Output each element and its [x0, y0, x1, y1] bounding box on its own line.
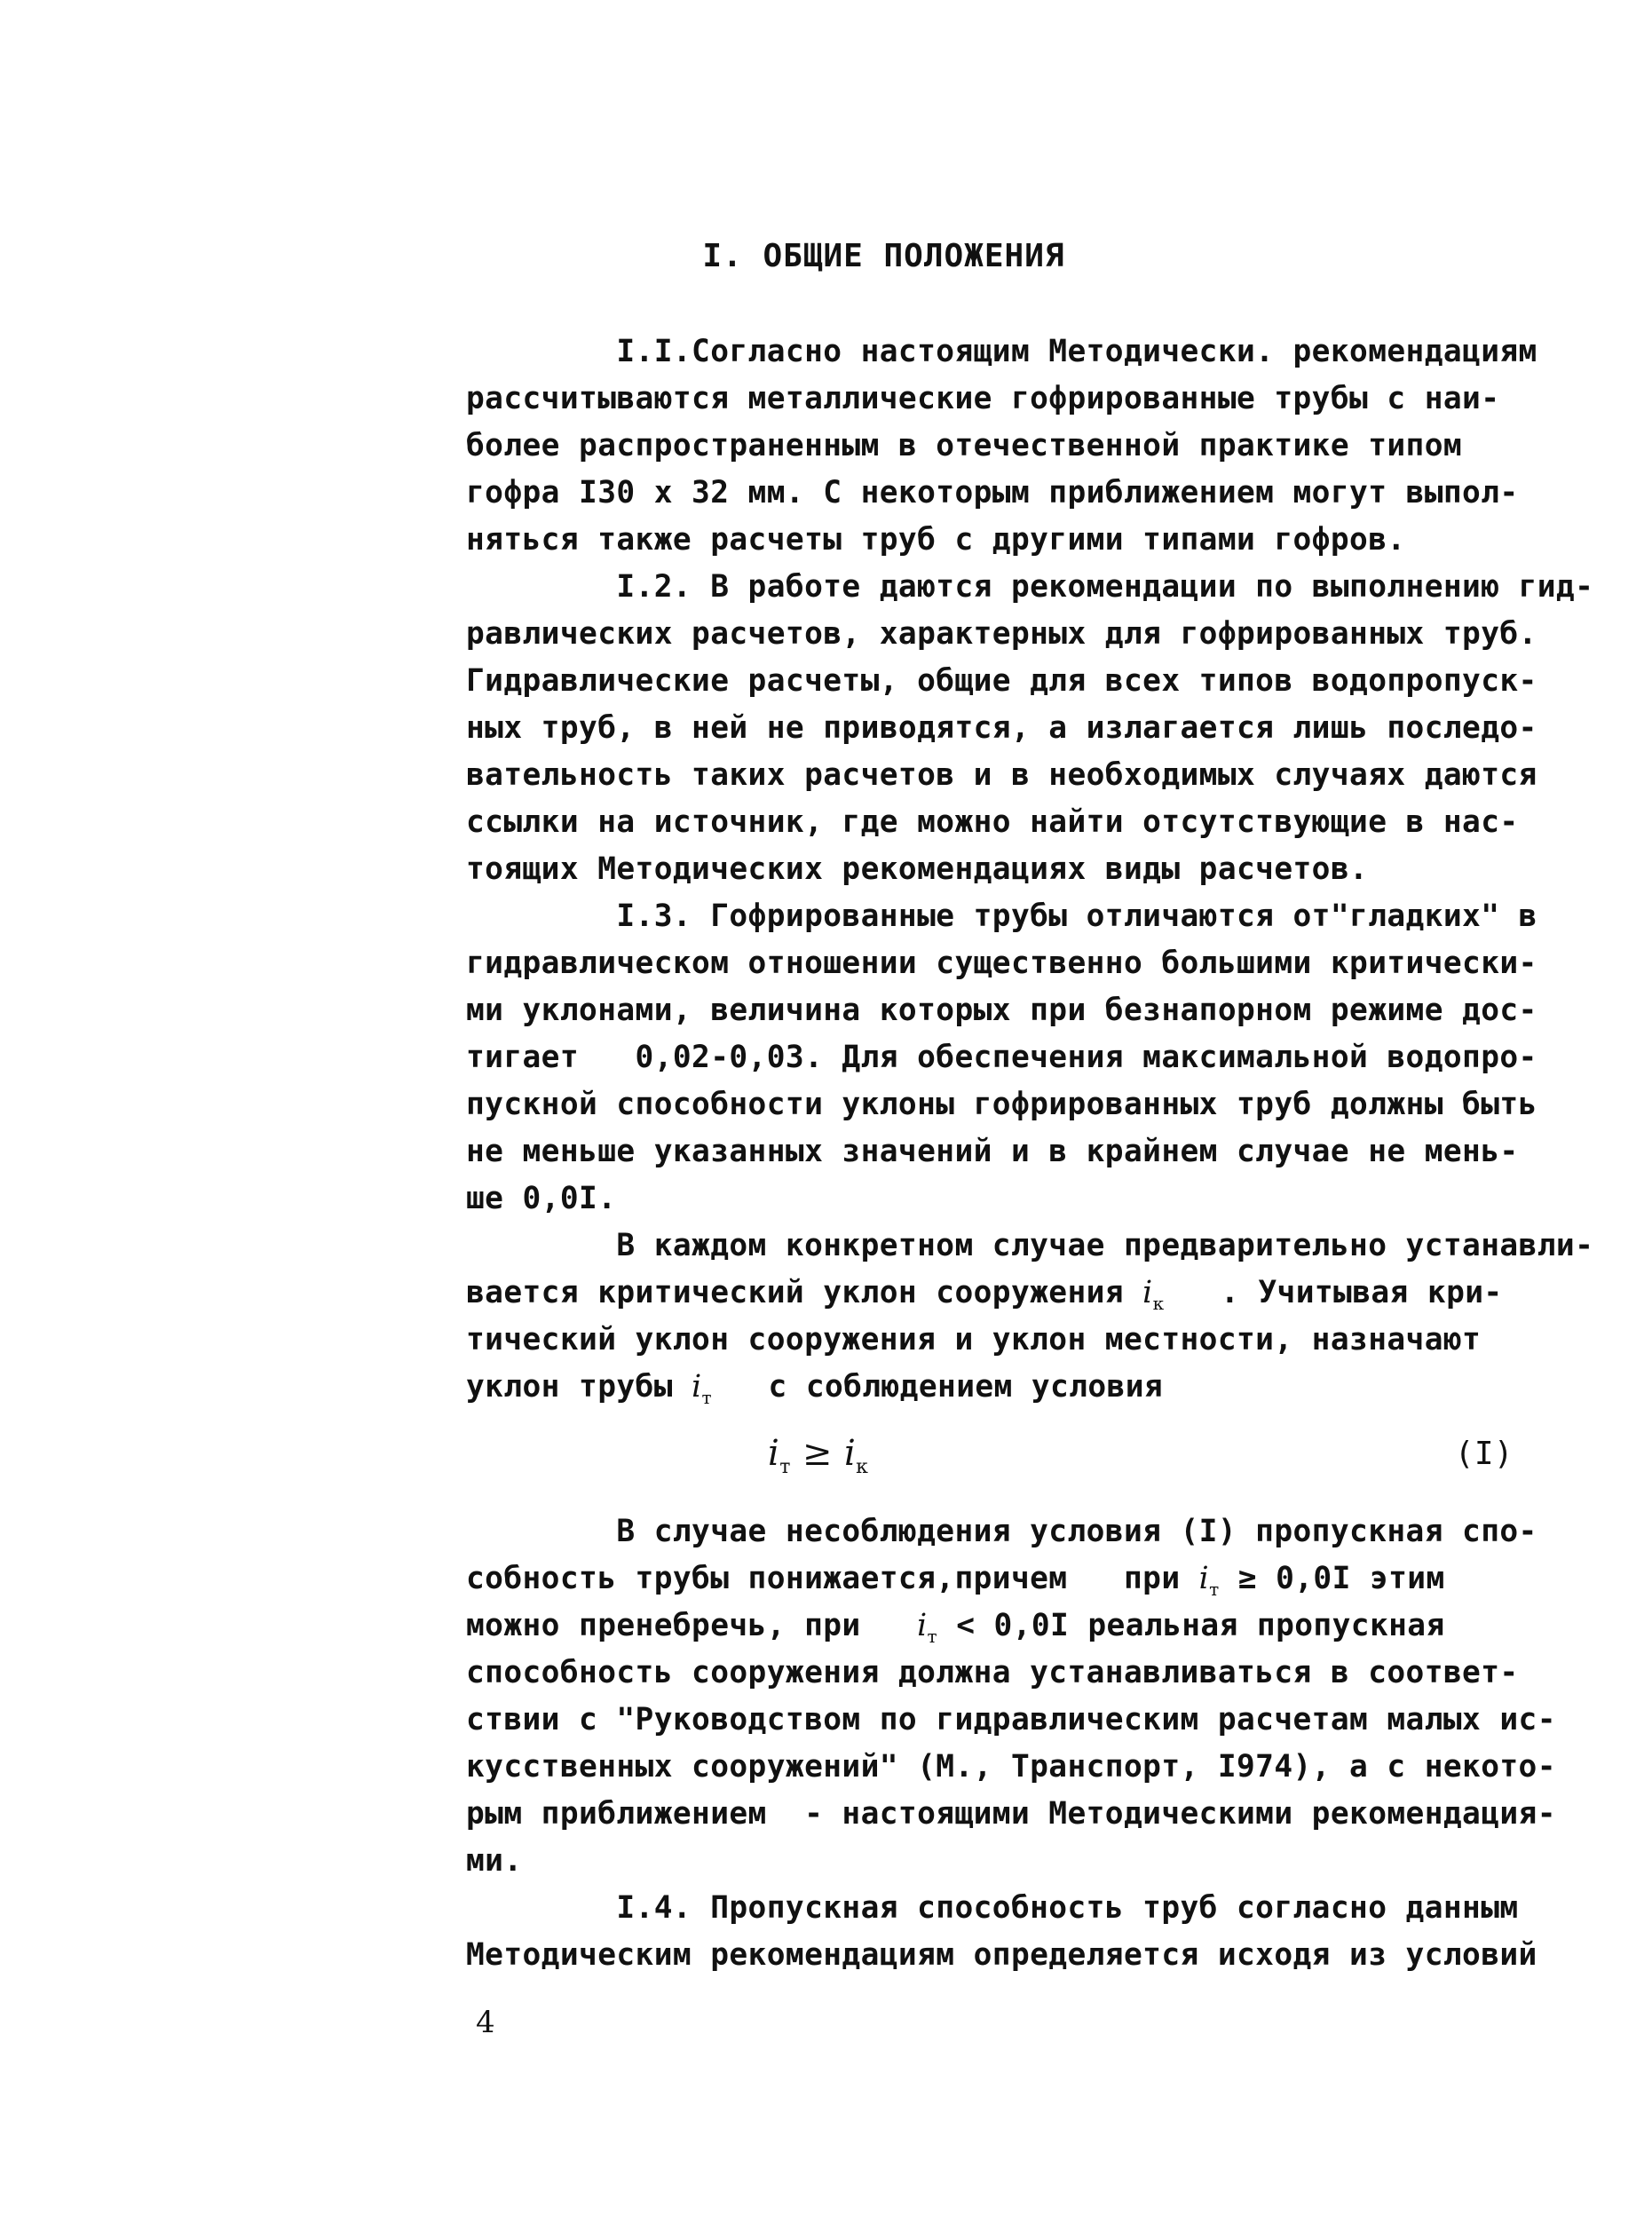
- text-line: гофра I30 х 32 мм. С некоторым приближением могут выпол-: [466, 475, 1519, 510]
- critical-slope-symbol: $i_к$: [1142, 1275, 1165, 1314]
- text-line: Гидравлические расчеты, общие для всех типов водопропуск-: [466, 663, 1537, 699]
- text-line: уклон трубы $i_т$ с соблюдением условия: [466, 1369, 1164, 1408]
- text-line: ми уклонами, величина которых при безнапорном режиме дос-: [466, 993, 1537, 1028]
- text-line: I.I.Согласно настоящим Методически. рекомендациям: [466, 334, 1537, 369]
- formula-number: (I): [1454, 1436, 1514, 1472]
- text-line: тигает 0,02-0,03. Для обеспечения максимальной водопро-: [466, 1040, 1537, 1075]
- text-line: кусственных сооружений" (М., Транспорт, I974), а с некото-: [466, 1749, 1556, 1785]
- text-line: рым приближением - настоящими Методическими рекомендация-: [466, 1796, 1556, 1832]
- text-line: пускной способности уклоны гофрированных труб должны быть: [466, 1087, 1537, 1122]
- text-line: няться также расчеты труб с другими типами гофров.: [466, 522, 1406, 558]
- text-line: вательность таких расчетов и в необходимых случаях даются: [466, 757, 1537, 793]
- text-line: В каждом конкретном случае предварительно устанавли-: [466, 1228, 1594, 1263]
- text-line: рассчитываются металлические гофрированные трубы с наи-: [466, 381, 1500, 416]
- section-heading: I. ОБЩИЕ ПОЛОЖЕНИЯ: [702, 238, 1065, 274]
- text-line: тоящих Методических рекомендациях виды расчетов.: [466, 851, 1369, 887]
- formula-block: [466, 1411, 1567, 1508]
- text-line: можно пренебречь, при $i_т < 0,0I$ реальная пропускная: [466, 1608, 1445, 1647]
- page-number: 4: [476, 2005, 495, 2040]
- text-line: ссылки на источник, где можно найти отсутствующие в нас-: [466, 804, 1519, 840]
- text-line: не меньше указанных значений и в крайнем случае не мень-: [466, 1134, 1519, 1169]
- pipe-slope-symbol: $i_т$: [1198, 1561, 1220, 1600]
- text-line: I.4. Пропускная способность труб согласно данным: [466, 1890, 1519, 1926]
- text-line: собность трубы понижается,причем при $i_т \ge 0,0I$ этим: [466, 1561, 1445, 1600]
- text-line: способность сооружения должна устанавливаться в соответ-: [466, 1655, 1519, 1690]
- text-line: более распространенным в отечественной практике типом: [466, 428, 1463, 463]
- body-text: [466, 328, 1594, 1979]
- pipe-slope-symbol: $i_т$: [692, 1369, 712, 1408]
- formula: $i_т \ge i_к$: [768, 1433, 869, 1478]
- text-line: ше 0,0I.: [466, 1181, 617, 1216]
- text-line: вается критический уклон сооружения $i_к$ . Учитывая кри-: [466, 1275, 1503, 1314]
- text-line: В случае несоблюдения условия (I) пропускная спо-: [466, 1514, 1537, 1549]
- text-line: I.2. В работе даются рекомендации по выполнению гид-: [466, 569, 1594, 605]
- text-line: гидравлическом отношении существенно большими критически-: [466, 946, 1537, 981]
- text-line: равлических расчетов, характерных для гофрированных труб.: [466, 616, 1537, 652]
- text-line: I.3. Гофрированные трубы отличаются от"гладких" в: [466, 898, 1537, 934]
- text-line: ных труб, в ней не приводятся, а излагается лишь последо-: [466, 710, 1537, 746]
- text-line: ствии с "Руководством по гидравлическим расчетам малых ис-: [466, 1702, 1556, 1737]
- pipe-slope-symbol: $i_т$: [917, 1608, 938, 1647]
- text-line: тический уклон сооружения и уклон местности, назначают: [466, 1322, 1482, 1357]
- text-line: ми.: [466, 1843, 523, 1879]
- text-line: Методическим рекомендациям определяется исходя из условий: [466, 1937, 1537, 1973]
